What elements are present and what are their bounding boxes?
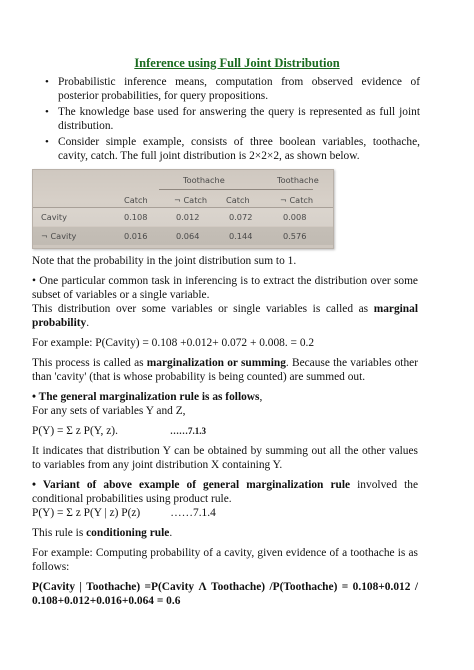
- table-cell: 0.576: [283, 231, 307, 241]
- column-header: ¬ Catch: [174, 195, 208, 205]
- paragraph-text: .: [86, 317, 90, 329]
- paragraph-text: ,: [259, 391, 263, 403]
- column-header: ¬ Catch: [280, 195, 314, 205]
- table-cell: 0.144: [229, 231, 253, 241]
- table-row: [33, 227, 333, 245]
- paragraph: [32, 390, 418, 404]
- joint-distribution-table: [32, 169, 334, 249]
- paragraph-text: involved the conditional probabilities using product rule.: [32, 479, 418, 505]
- row-label: Cavity: [41, 212, 67, 222]
- table-cell: 0.072: [229, 212, 253, 222]
- paragraph: For any sets of variables Y and Z,: [32, 405, 186, 417]
- table-cell: 0.064: [176, 231, 200, 241]
- table-cell: 0.012: [176, 212, 200, 222]
- paragraph: [32, 302, 418, 330]
- paragraph-text: .: [169, 527, 173, 539]
- bullet-item: • The knowledge base used for answering the query is represented as full joint distribution.: [58, 105, 420, 133]
- table-cell: 0.008: [283, 212, 307, 222]
- formula: P(Y) = Σ z P(Y | z) P(z): [32, 507, 141, 519]
- paragraph: It indicates that distribution Y can be obtained by summing out all the other values to variables from any joint distribution X containing Y.: [32, 445, 418, 471]
- page-title: Inference using Full Joint Distribution: [134, 56, 340, 70]
- group-header-not-toothache: Toothache: [277, 175, 319, 185]
- bold-term: marginal probability: [32, 303, 418, 329]
- header-divider: [159, 189, 313, 190]
- paragraph: For example: Computing probability of a cavity, given evidence of a toothache is as follows:: [32, 547, 418, 573]
- example-formula: For example: P(Cavity) = 0.108 +0.012+ 0.072 + 0.008. = 0.2: [32, 337, 315, 349]
- bold-term: conditioning rule: [86, 527, 170, 539]
- conditional-probability-formula: P(Cavity | Toothache) =P(Cavity Λ Toothache) /P(Toothache) = 0.108+0.012 / 0.108+0.012+0.016+0.064 = 0.6: [32, 581, 418, 607]
- table-cell: 0.016: [124, 231, 148, 241]
- column-header: Catch: [124, 195, 148, 205]
- bullet-list: [58, 75, 420, 165]
- table-cell: 0.108: [124, 212, 148, 222]
- paragraph-text: This process is called as: [32, 357, 147, 369]
- bullet-item: • Probabilistic inference means, computation from observed evidence of posterior probabilities, for query propositions.: [58, 75, 420, 103]
- bold-term: • Variant of above example of general marginalization rule: [32, 479, 351, 491]
- bold-term: • The general marginalization rule is as follows: [32, 391, 260, 403]
- paragraph-text: . Because the variables other than 'cavity' (that is whose probability is being counted) are summed out.: [32, 357, 418, 383]
- row-label: ¬ Cavity: [41, 231, 77, 241]
- document-body: [32, 254, 418, 614]
- paragraph: • One particular common task in inferencing is to extract the distribution over some subset of variables or a single variable.: [32, 275, 418, 301]
- paragraph-text: This distribution over some variables or single variables is called as: [32, 303, 374, 315]
- paragraph: [32, 526, 418, 540]
- formula-line: [32, 506, 418, 520]
- paragraph: [32, 356, 418, 384]
- table-group-header-row: [33, 171, 333, 189]
- bullet-item: • Consider simple example, consists of three boolean variables, toothache, cavity, catch. The full joint distribution is 2×2×2, as shown below.: [58, 135, 420, 163]
- formula-line: [32, 424, 418, 438]
- paragraph: [32, 478, 418, 506]
- paragraph-text: This rule is: [32, 527, 87, 539]
- bold-term: marginalization or summing: [146, 357, 286, 369]
- equation-ref: ……7.1.4: [170, 507, 216, 519]
- column-header: Catch: [226, 195, 250, 205]
- table-row: [33, 208, 333, 226]
- paragraph: Note that the probability in the joint distribution sum to 1.: [32, 255, 297, 267]
- group-header-toothache: Toothache: [183, 175, 225, 185]
- formula: P(Y) = Σ z P(Y, z).: [32, 425, 118, 437]
- equation-ref: ……7.1.3: [169, 426, 206, 436]
